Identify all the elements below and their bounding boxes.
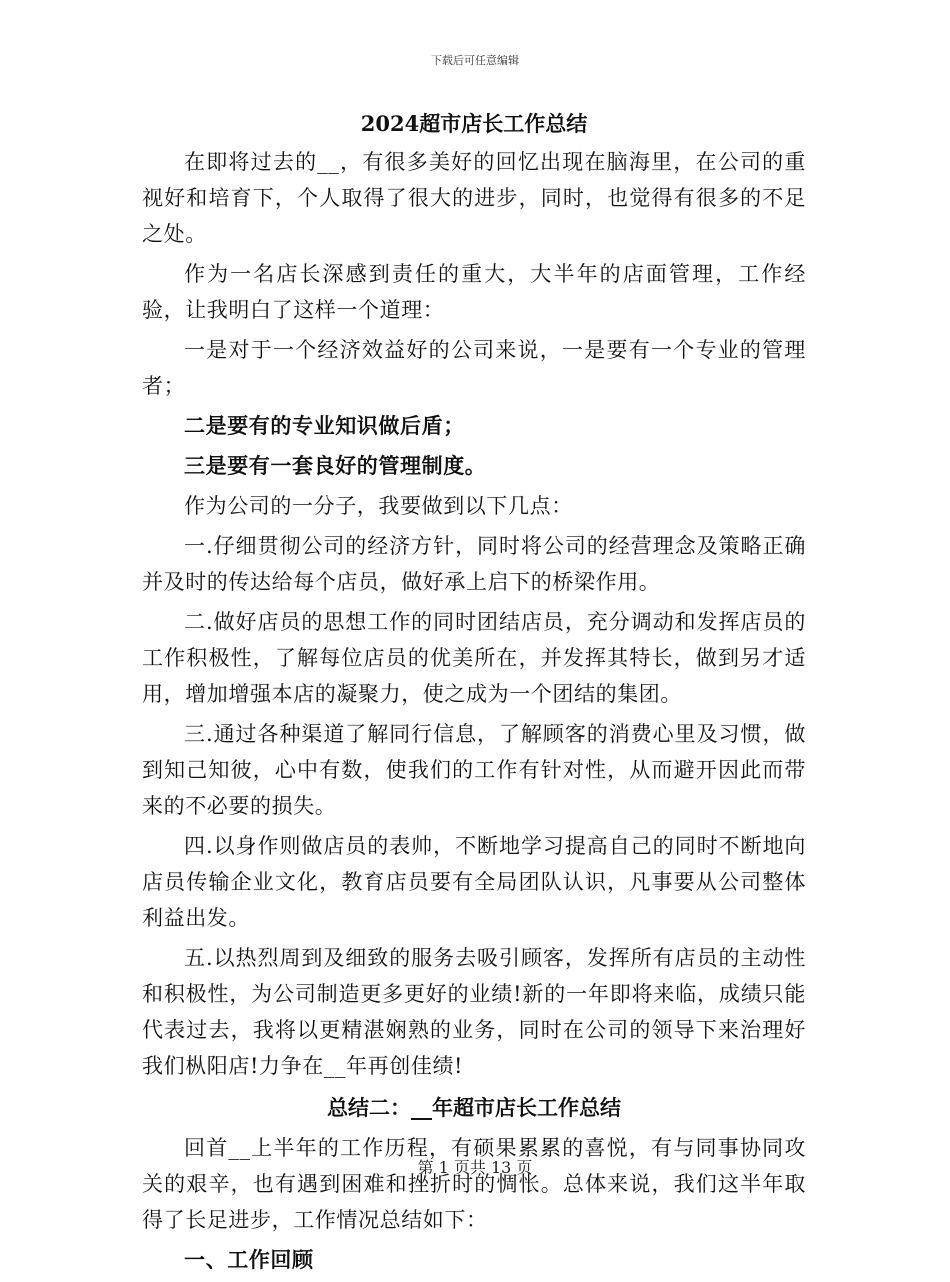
sub-heading: 一、工作回顾	[184, 1247, 314, 1272]
paragraph: 一是对于一个经济效益好的公司来说，一是要有一个专业的管理者；	[142, 338, 806, 398]
list-item: 四.以身作则做店员的表帅，不断地学习提高自己的同时不断地向店员传输企业文化，教育店员要有全局团队认识，凡事要从公司整体利益出发。	[142, 834, 806, 930]
page-footer: 第 1 页共 13 页	[417, 1158, 533, 1177]
list-item: 五.以热烈周到及细致的服务去吸引顾客，发挥所有店员的主动性和积极性，为公司制造更多更好的业绩!新的一年即将来临，成绩只能代表过去，我将以更精湛娴熟的业务，同时在公司的领导下来治理好我们枞阳店!力争在__年再创佳绩!	[142, 946, 806, 1078]
list-item: 二.做好店员的思想工作的同时团结店员，充分调动和发挥店员的工作积极性，了解每位店员的优美所在，并发挥其特长，做到另才适用，增加增强本店的凝聚力，使之成为一个团结的集团。	[142, 610, 806, 706]
document-title: 2024超市店长工作总结	[360, 111, 588, 136]
list-item: 三.通过各种渠道了解同行信息，了解顾客的消费心里及习惯，做到知己知彼，心中有数，使我们的工作有针对性，从而避开因此而带来的不必要的损失。	[142, 722, 806, 818]
list-item: 一.仔细贯彻公司的经济方针，同时将公司的经营理念及策略正确并及时的传达给每个店员，做好承上启下的桥梁作用。	[142, 534, 806, 594]
section-heading: 总结二：__年超市店长工作总结	[327, 1095, 621, 1120]
bold-paragraph: 三是要有一套良好的管理制度。	[184, 453, 487, 478]
bold-paragraph: 二是要有的专业知识做后盾；	[184, 413, 465, 438]
paragraph: 回首__上半年的工作历程，有硕果累累的喜悦，有与同事协同攻关的艰辛，也有遇到困难和挫折时的惆怅。总体来说，我们这半年取得了长足进步，工作情况总结如下：	[142, 1136, 806, 1232]
paragraph: 作为公司的一分子，我要做到以下几点：	[184, 494, 573, 518]
paragraph: 作为一名店长深感到责任的重大，大半年的店面管理，工作经验，让我明白了这样一个道理：	[142, 262, 806, 322]
document-body	[142, 104, 806, 1282]
paragraph: 在即将过去的__，有很多美好的回忆出现在脑海里，在公司的重视好和培育下，个人取得了很大的进步，同时，也觉得有很多的不足之处。	[142, 150, 806, 246]
page-header: 下载后可任意编辑	[431, 54, 519, 67]
